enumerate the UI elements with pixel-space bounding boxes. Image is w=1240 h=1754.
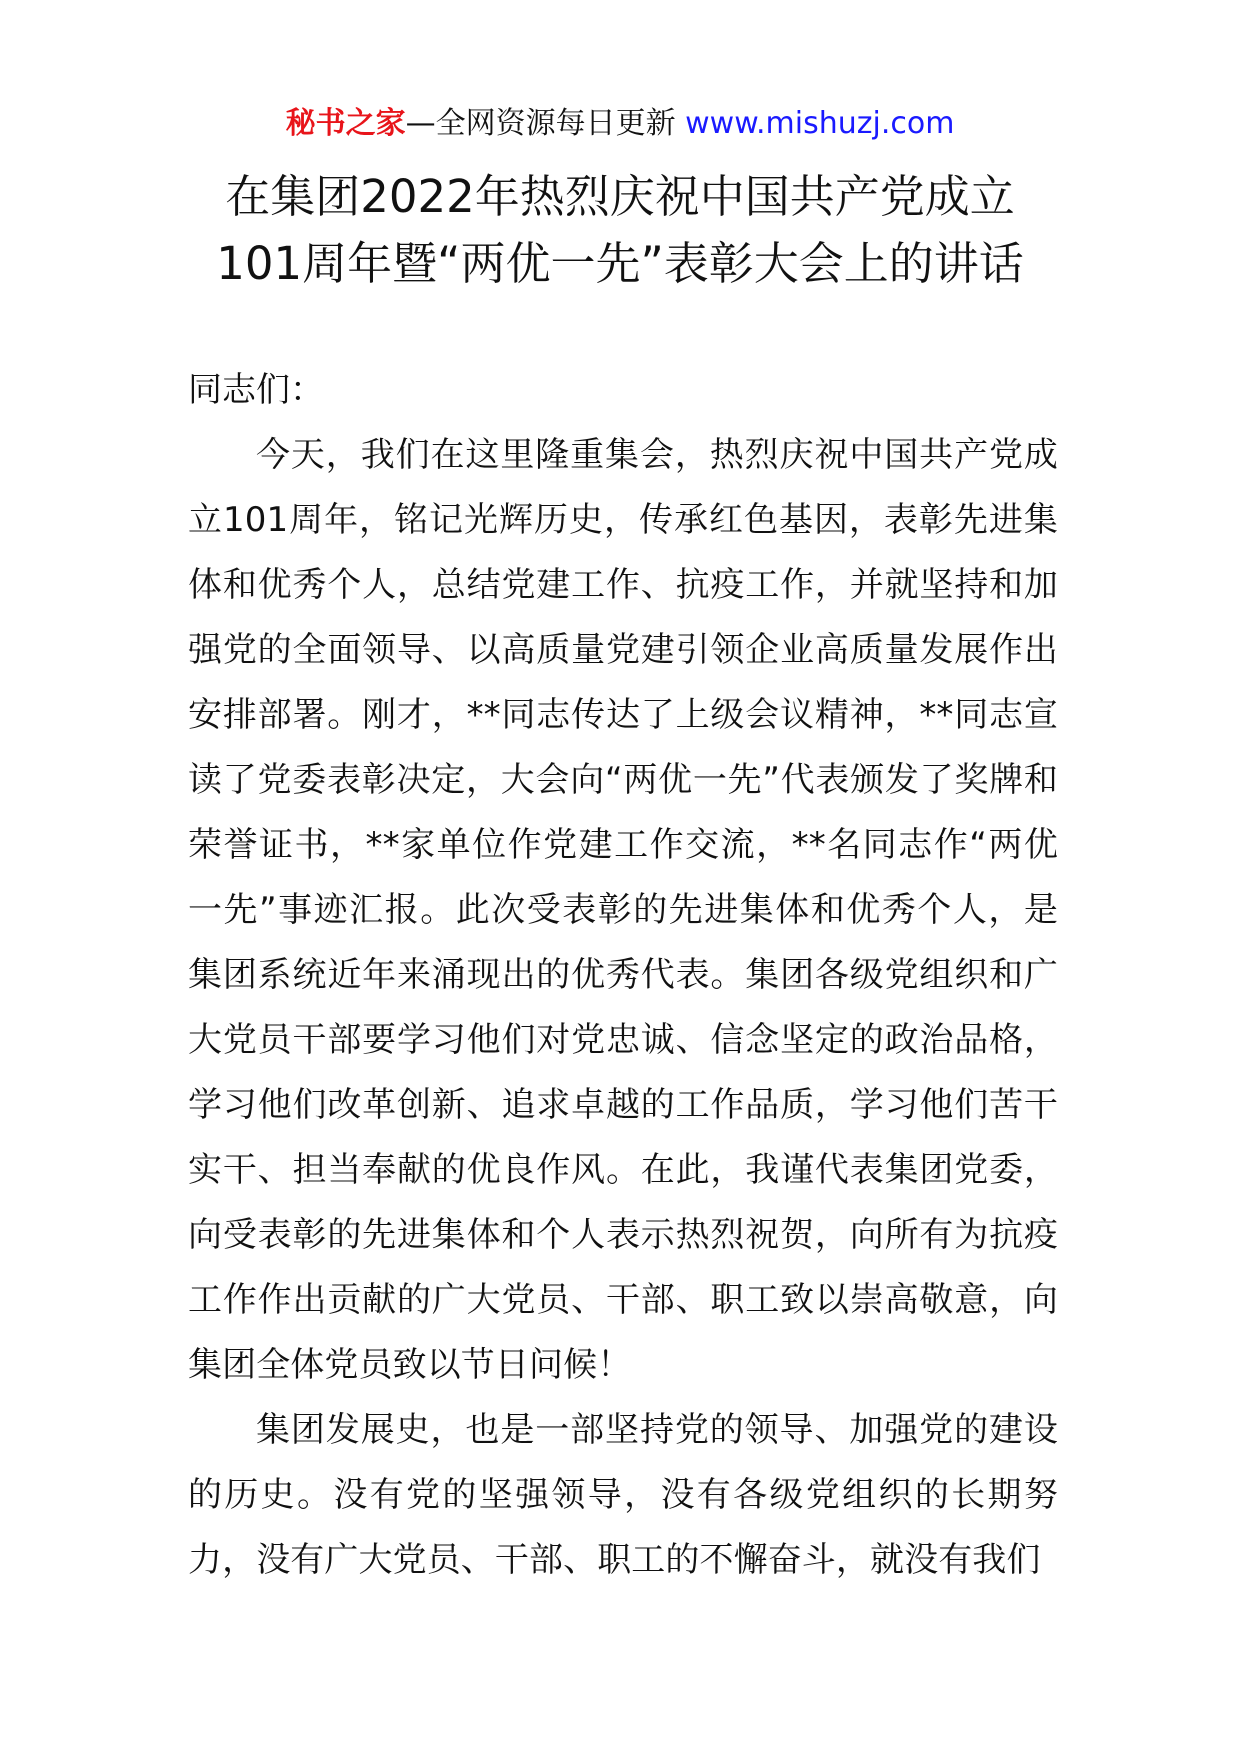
- header-tagline: —全网资源每日更新: [405, 106, 676, 141]
- watermark-header: [0, 104, 1240, 144]
- salutation: 同志们：: [188, 370, 324, 410]
- paragraph-2: 集团发展史，也是一部坚持党的领导、加强党的建设的历史。没有党的坚强领导，没有各级党组织的长期努力，没有广大党员、干部、职工的不懈奋斗，就没有我们: [188, 1410, 1058, 1580]
- brand-name: 秘书之家: [285, 106, 406, 141]
- document-body: [188, 358, 1058, 1593]
- document-title: [0, 163, 1240, 297]
- site-url: www.mishuzj.com: [685, 106, 955, 141]
- paragraph-1: 今天，我们在这里隆重集会，热烈庆祝中国共产党成立101周年，铭记光辉历史，传承红色基因，表彰先进集体和优秀个人，总结党建工作、抗疫工作，并就坚持和加强党的全面领导、以高质量党建引领企业高质量发展作出安排部署。刚才，**同志传达了上级会议精神，**同志宣读了党委表彰决定，大会向“两优一先”代表颁发了奖牌和荣誉证书，**家单位作党建工作交流，**名同志作“两优一先”事迹汇报。此次受表彰的先进集体和优秀个人，是集团系统近年来涌现出的优秀代表。集团各级党组织和广大党员干部要学习他们对党忠诚、信念坚定的政治品格，学习他们改革创新、追求卓越的工作品质，学习他们苦干实干、担当奉献的优良作风。在此，我谨代表集团党委，向受表彰的先进集体和个人表示热烈祝贺，向所有为抗疫工作作出贡献的广大党员、干部、职工致以崇高敬意，向集团全体党员致以节日问候！: [188, 435, 1058, 1385]
- title-line-2: 101周年暨“两优一先”表彰大会上的讲话: [216, 237, 1024, 290]
- title-line-1: 在集团2022年热烈庆祝中国共产党成立: [225, 170, 1015, 223]
